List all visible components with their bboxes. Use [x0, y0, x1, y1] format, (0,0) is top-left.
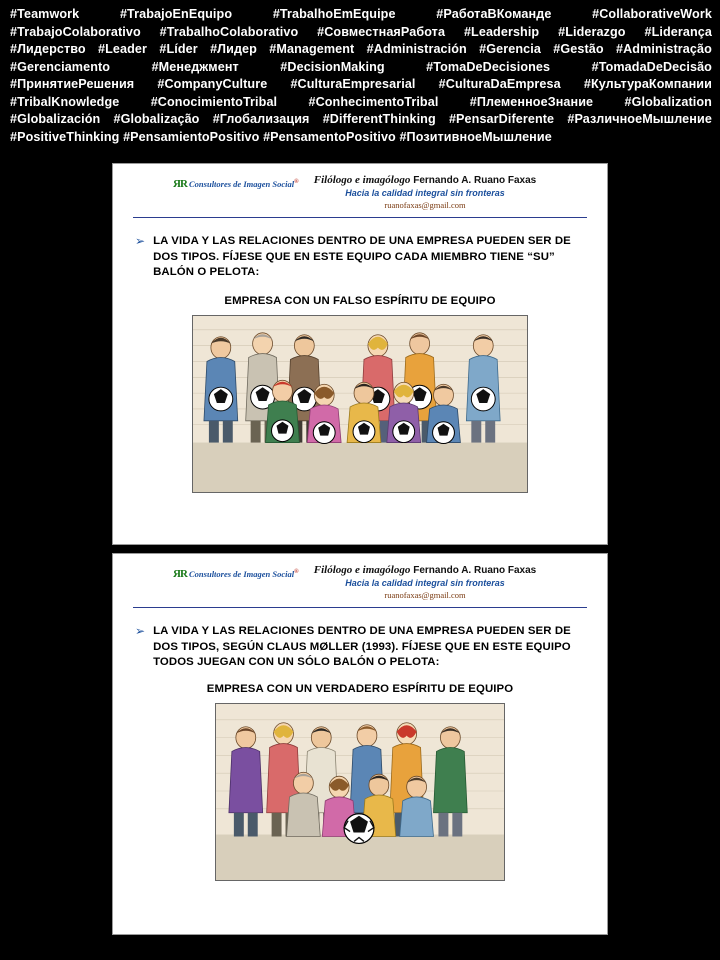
logo-mark: ЯR [173, 568, 187, 580]
hashtag[interactable]: #PositiveThinking [10, 129, 120, 144]
hashtag[interactable]: #РазличноеМышление [567, 112, 712, 126]
illustration-wrap [127, 703, 593, 881]
slide-caption: EMPRESA CON UN VERDADERO ESPÍRITU DE EQUIPO [206, 682, 514, 695]
hashtag[interactable]: #PensarDiferente [448, 112, 555, 126]
hashtag[interactable]: #Gerencia [479, 42, 541, 56]
logo-registered-icon: ® [294, 569, 299, 576]
team-illustration-false-spirit [192, 315, 528, 493]
arrow-bullet-icon: ➢ [135, 624, 146, 638]
bullet-item [135, 624, 589, 671]
author-block [263, 174, 587, 210]
hashtag[interactable]: #Gestão [553, 42, 604, 56]
slide-2 [112, 553, 608, 935]
hashtag-line-8 [10, 129, 712, 147]
hashtag[interactable]: #Globalization [624, 94, 712, 109]
hashtag[interactable]: #ПринятиеРешения [10, 77, 135, 91]
hashtag[interactable]: #DecisionMaking [280, 59, 385, 74]
bullet-text: LA VIDA Y LAS RELACIONES DENTRO DE UNA EMPRESA PUEDEN SER DE DOS TIPOS, SEGÚN CLAUS MØLLER (1993). FÍJESE QUE EN ESTE EQUIPO TODOS JUEGAN CON UN SÓLO BALÓN O PELOTA: [153, 625, 571, 668]
hashtag-line-4 [10, 59, 712, 77]
arrow-bullet-icon: ➢ [135, 234, 146, 248]
logo-registered-icon: ® [294, 179, 299, 186]
slide-header [133, 174, 587, 218]
hashtag-line-1 [10, 6, 712, 24]
bullet-item [135, 234, 589, 281]
hashtag[interactable]: #ПлеменноеЗнание [469, 94, 594, 109]
hashtag-line-5 [10, 76, 712, 94]
hashtag[interactable]: #TomadaDeDecisão [591, 59, 712, 74]
hashtag[interactable]: #TrabalhoColaborativo [159, 24, 299, 39]
team-illustration-true-spirit [215, 703, 505, 881]
hashtag[interactable]: #Менеджмент [151, 59, 239, 74]
logo-text: Consultores de Imagen Social [189, 179, 295, 189]
author-slogan: Hacia la calidad integral sin fronteras [345, 188, 505, 198]
hashtag[interactable]: #CollaborativeWork [592, 7, 712, 21]
hashtag[interactable]: #ConhecimentoTribal [308, 94, 439, 109]
hashtag[interactable]: #TrabajoEnEquipo [119, 7, 233, 21]
hashtag[interactable]: #КультураКомпании [583, 77, 712, 91]
hashtag[interactable]: #Administração [616, 42, 712, 56]
hashtag[interactable]: #Лидер [210, 42, 257, 56]
hashtag[interactable]: #DifferentThinking [322, 112, 436, 126]
hashtag[interactable]: #Globalização [113, 112, 200, 126]
hashtag-line-3 [10, 41, 712, 59]
slide-caption: EMPRESA CON UN FALSO ESPÍRITU DE EQUIPO [224, 294, 496, 307]
hashtag[interactable]: #ПозитивноеМышление [399, 129, 552, 144]
hashtag[interactable]: #Teamwork [10, 7, 80, 21]
hashtag[interactable]: #Administración [366, 42, 467, 56]
hashtag[interactable]: #СовместнаяРабота [317, 24, 446, 39]
logo-mark: ЯR [173, 178, 187, 190]
hashtag[interactable]: #CompanyCulture [157, 77, 268, 91]
hashtag[interactable]: #TribalKnowledge [10, 94, 120, 109]
hashtag-line-2 [10, 24, 712, 42]
hashtag[interactable]: #Globalización [10, 112, 101, 126]
hashtag[interactable]: #TrabajoColaborativo [10, 24, 141, 39]
hashtag[interactable]: #TrabalhoEmEquipe [272, 7, 396, 21]
hashtag[interactable]: #Leadership [463, 24, 540, 39]
author-email[interactable]: ruanofaxas@gmail.com [384, 590, 466, 600]
hashtag[interactable]: #Лидерство [10, 42, 86, 56]
hashtag[interactable]: #РаботаВКоманде [436, 7, 552, 21]
hashtag[interactable]: #Management [269, 42, 355, 56]
illustration-svg [216, 704, 504, 880]
hashtag[interactable]: #CulturaDaEmpresa [438, 77, 561, 91]
bullet-text: LA VIDA Y LAS RELACIONES DENTRO DE UNA EMPRESA PUEDEN SER DE DOS TIPOS. FÍJESE QUE EN ESTE EQUIPO CADA MIEMBRO TIENE “SU” BALÓN O PELOTA: [153, 235, 571, 278]
author-name: Fernando A. Ruano Faxas [413, 565, 537, 576]
author-block [263, 564, 587, 600]
slide-header [133, 564, 587, 608]
hashtag[interactable]: #PensamentoPositivo [263, 129, 396, 144]
hashtag-line-6 [10, 94, 712, 112]
hashtag-block [0, 0, 720, 150]
logo-text: Consultores de Imagen Social [189, 569, 295, 579]
hashtag[interactable]: #Leader [98, 42, 148, 56]
author-slogan: Hacia la calidad integral sin fronteras [345, 578, 505, 588]
hashtag[interactable]: #Gerenciamento [10, 59, 111, 74]
illustration-svg [193, 316, 527, 492]
hashtag[interactable]: #Liderança [644, 24, 712, 39]
hashtag[interactable]: #Глобализация [212, 112, 310, 126]
illustration-wrap [127, 315, 593, 493]
hashtag[interactable]: #Liderazgo [558, 24, 626, 39]
author-name: Fernando A. Ruano Faxas [413, 175, 537, 186]
author-role: Filólogo e imagólogo [313, 564, 411, 576]
hashtag[interactable]: #PensamientoPositivo [123, 129, 260, 144]
hashtag[interactable]: #CulturaEmpresarial [290, 77, 416, 91]
hashtag[interactable]: #Líder [159, 42, 198, 56]
author-role: Filólogo e imagólogo [313, 174, 411, 186]
slide-1 [112, 163, 608, 545]
author-email[interactable]: ruanofaxas@gmail.com [384, 200, 466, 210]
hashtag[interactable]: #ConocimientoTribal [150, 94, 278, 109]
hashtag-line-7 [10, 111, 712, 129]
hashtag[interactable]: #TomaDeDecisiones [426, 59, 551, 74]
